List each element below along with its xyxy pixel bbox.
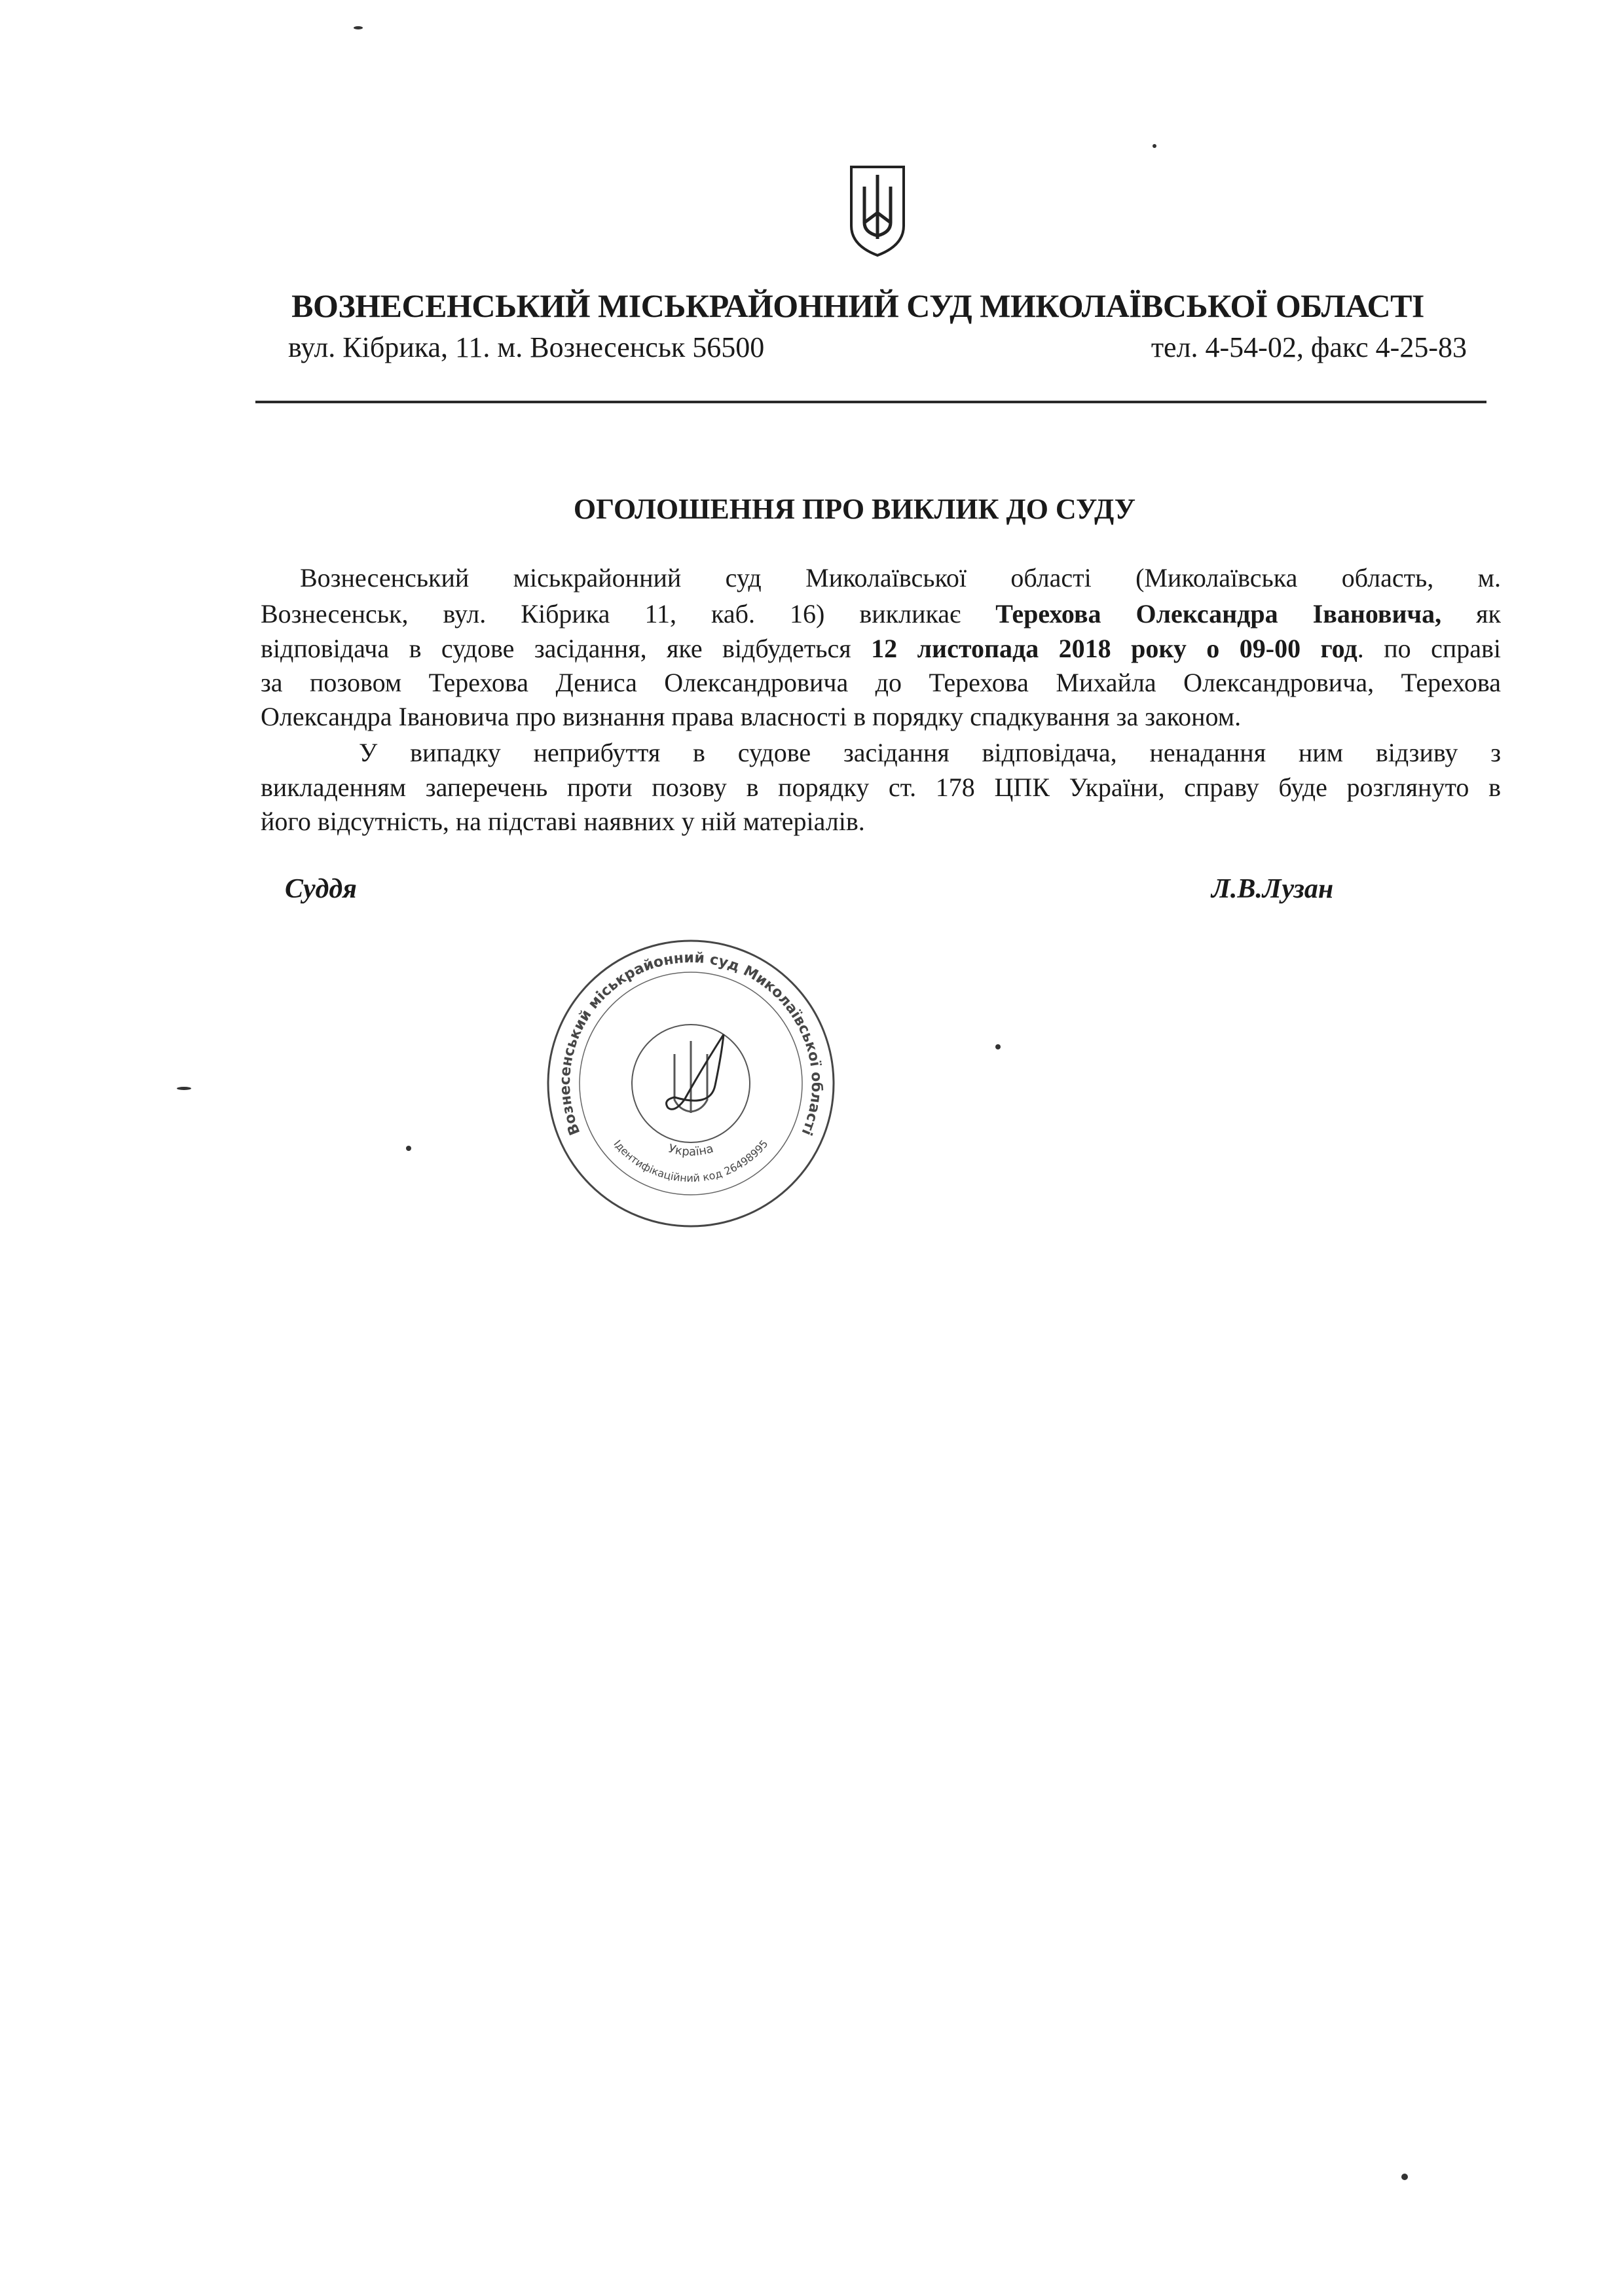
text: викладенням заперечень проти позову в порядку ст. 178 ЦПК України, справу буде розглянуто в (261, 773, 1501, 802)
court-phone-fax: тел. 4-54-02, факс 4-25-83 (1151, 331, 1467, 363)
scan-speck (406, 1146, 411, 1151)
paragraph-1-line-5 (261, 702, 1501, 732)
judge-name: Л.В.Лузан (1211, 874, 1334, 904)
stamp-trident-icon (674, 1041, 707, 1113)
text: У випадку неприбуття в судове засідання відповідача, ненадання ним відзиву з (359, 738, 1501, 767)
scan-speck (1401, 2174, 1408, 2180)
text: Вознесенськ, вул. Кібрика 11, каб. 16) викликає (261, 599, 996, 629)
scan-speck (995, 1044, 1001, 1049)
coat-of-arms-trident-icon (845, 160, 910, 259)
text: відповідача в судове засідання, яке відбудеться (261, 634, 872, 663)
paragraph-1-line-3 (261, 634, 1501, 664)
text: . по справі (1357, 634, 1501, 663)
court-name-title: ВОЗНЕСЕНСЬКИЙ МІСЬКРАЙОННИЙ СУД МИКОЛАЇВСЬКОЇ ОБЛАСТІ (291, 287, 1424, 324)
scan-speck (177, 1087, 191, 1090)
paragraph-1-line-4 (261, 668, 1501, 698)
paragraph-1-line-1 (261, 563, 1501, 593)
court-seal-stamp (544, 936, 838, 1231)
letterhead-divider (255, 401, 1486, 403)
scan-speck (1153, 144, 1156, 148)
stamp-country-text: Україна (667, 1141, 715, 1159)
scan-speck (354, 26, 363, 29)
text: за позовом Терехова Дениса Олександровича до Терехова Михайла Олександровича, Терехова (261, 668, 1501, 697)
document-heading: ОГОЛОШЕННЯ ПРО ВИКЛИК ДО СУДУ (573, 493, 1136, 525)
text: як (1441, 599, 1501, 629)
hearing-date-time: 12 листопада 2018 року о 09-00 год (871, 634, 1357, 663)
paragraph-1-line-2 (261, 599, 1501, 629)
text: Олександра Івановича про визнання права власності в порядку спадкування за законом. (261, 702, 1242, 731)
court-address: вул. Кібрика, 11. м. Вознесенськ 56500 (288, 331, 765, 363)
paragraph-2-line-2 (261, 773, 1501, 803)
text: Вознесенський міськрайонний суд Миколаївської області (Миколаївська область, м. (300, 563, 1501, 592)
paragraph-2-line-1 (261, 738, 1501, 768)
summoned-person-name: Терехова Олександра Івановича, (995, 599, 1442, 629)
stamp-outer-text: Вознесенський міськрайонний суд Миколаївської області (557, 949, 825, 1138)
judge-label: Суддя (285, 874, 357, 904)
stamp-code-text: Ідентифікаційний код 26498995 (611, 1137, 771, 1185)
paragraph-2-line-3 (261, 807, 1501, 837)
text: його відсутність, на підставі наявних у ній матеріалів. (261, 807, 865, 836)
